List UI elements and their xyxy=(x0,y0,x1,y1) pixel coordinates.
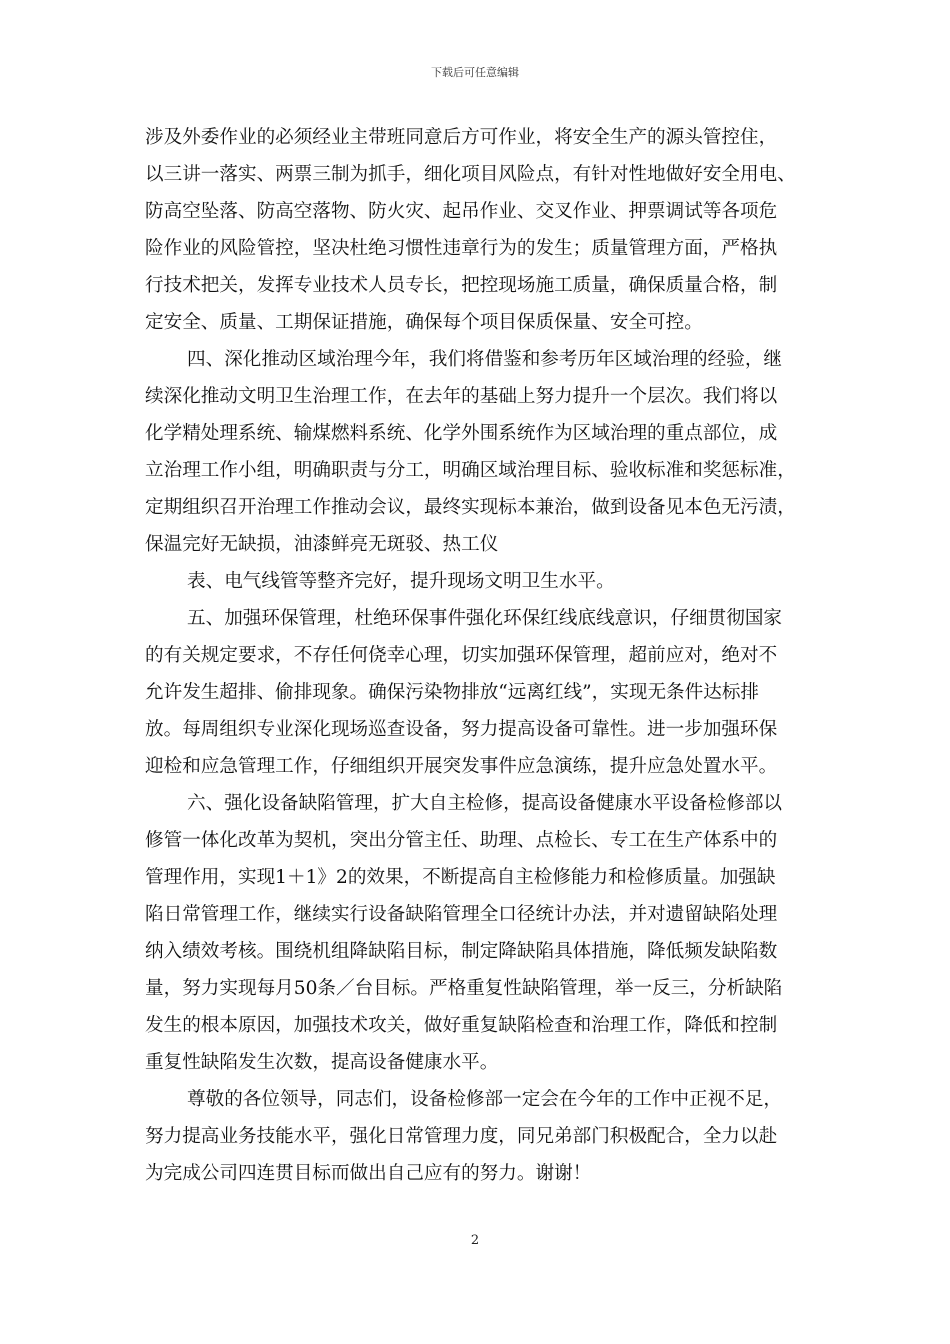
text-line: 涉及外委作业的必须经业主带班同意后方可作业，将安全生产的源头管控住， xyxy=(145,127,778,148)
paragraph-start-line: 六、强化设备缺陷管理，扩大自主检修，提高设备健康水平设备检修部以 xyxy=(187,793,783,814)
text-line: 保温完好无缺损，油漆鲜亮无斑驳、热工仪 xyxy=(145,534,499,555)
text-line: 修管一体化改革为契机，突出分管主任、助理、点检长、专工在生产体系中的 xyxy=(145,830,778,851)
text-line: 险作业的风险管控，坚决杜绝习惯性违章行为的发生；质量管理方面，严格执 xyxy=(145,238,778,259)
text-line: 化学精处理系统、输煤燃料系统、化学外围系统作为区域治理的重点部位，成 xyxy=(145,423,778,444)
text-line: 防高空坠落、防高空落物、防火灾、起吊作业、交叉作业、押票调试等各项危 xyxy=(145,201,778,222)
document-body xyxy=(145,119,807,1192)
text-line: 量，努力实现每月50条／台目标。严格重复性缺陷管理，举一反三，分析缺陷 xyxy=(145,978,783,999)
text-line: 行技术把关，发挥专业技术人员专长，把控现场施工质量，确保质量合格，制 xyxy=(145,275,778,296)
text-line: 努力提高业务技能水平，强化日常管理力度，同兄弟部门积极配合，全力以赴 xyxy=(145,1126,778,1147)
paragraph-start-line: 表、电气线管等整齐完好，提升现场文明卫生水平。 xyxy=(187,571,615,592)
text-line: 以三讲一落实、两票三制为抓手，细化项目风险点，有针对性地做好安全用电、 xyxy=(145,164,796,185)
text-line: 定安全、质量、工期保证措施，确保每个项目保质保量、安全可控。 xyxy=(145,312,703,333)
text-line: 迎检和应急管理工作，仔细组织开展突发事件应急演练，提升应急处置水平。 xyxy=(145,756,778,777)
text-line: 的有关规定要求，不存任何侥幸心理，切实加强环保管理，超前应对，绝对不 xyxy=(145,645,778,666)
paragraph-start-line: 四、深化推动区域治理今年，我们将借鉴和参考历年区域治理的经验，继 xyxy=(187,349,783,370)
text-line: 定期组织召开治理工作推动会议，最终实现标本兼治，做到设备见本色无污渍， xyxy=(145,497,796,518)
text-line: 立治理工作小组，明确职责与分工，明确区域治理目标、验收标准和奖惩标准， xyxy=(145,460,796,481)
text-line: 续深化推动文明卫生治理工作，在去年的基础上努力提升一个层次。我们将以 xyxy=(145,386,778,407)
text-line: 发生的根本原因，加强技术攻关，做好重复缺陷检查和治理工作，降低和控制 xyxy=(145,1015,778,1036)
page-number: 2 xyxy=(470,1233,480,1248)
text-line: 管理作用，实现1＋1》2的效果，不断提高自主检修能力和检修质量。加强缺 xyxy=(145,867,776,888)
text-line: 纳入绩效考核。围绕机组降缺陷目标，制定降缺陷具体措施，降低频发缺陷数 xyxy=(145,941,778,962)
page-header: 下载后可任意编辑 xyxy=(431,66,519,79)
text-line: 陷日常管理工作，继续实行设备缺陷管理全口径统计办法，并对遗留缺陷处理 xyxy=(145,904,778,925)
text-line: 重复性缺陷发生次数，提高设备健康水平。 xyxy=(145,1052,499,1073)
paragraph-start-line: 尊敬的各位领导，同志们，设备检修部一定会在今年的工作中正视不足， xyxy=(187,1089,783,1110)
text-line: 为完成公司四连贯目标而做出自己应有的努力。谢谢！ xyxy=(145,1163,592,1184)
text-line: 放。每周组织专业深化现场巡查设备，努力提高设备可靠性。进一步加强环保 xyxy=(145,719,778,740)
paragraph-start-line: 五、加强环保管理，杜绝环保事件强化环保红线底线意识，仔细贯彻国家 xyxy=(187,608,783,629)
text-line: 允许发生超排、偷排现象。确保污染物排放“远离红线”，实现无条件达标排 xyxy=(145,682,760,703)
